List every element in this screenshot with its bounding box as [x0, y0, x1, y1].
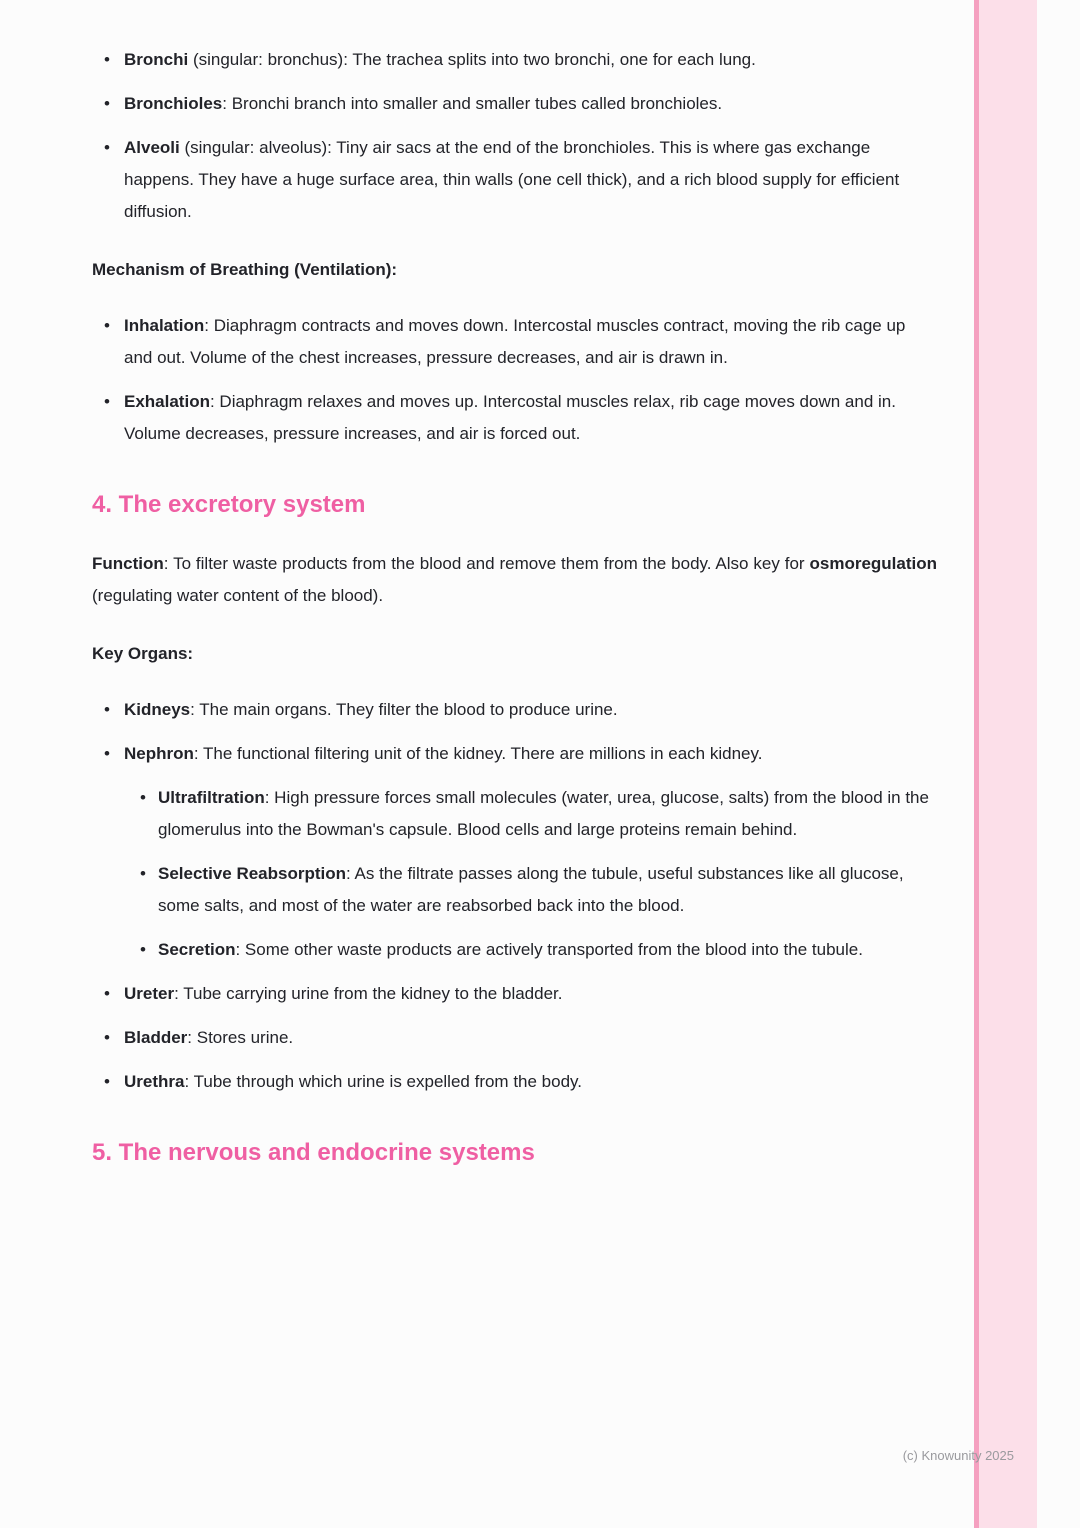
term-description: : Some other waste products are actively transported from the blood into the tubule.	[235, 940, 863, 959]
term-bold: Selective Reabsorption	[158, 864, 347, 883]
term-description: : As the filtrate passes along the tubule, useful substances like all glucose, some salts, and most of the water are reabsorbed back into the blood.	[158, 864, 904, 915]
list-item	[124, 782, 937, 846]
list-item	[92, 738, 937, 966]
section-heading-nervous-endocrine: 5. The nervous and endocrine systems	[92, 1139, 535, 1166]
key-organs-list	[92, 694, 937, 1098]
term-description: : Bronchi branch into smaller and smaller tubes called bronchioles.	[222, 94, 723, 113]
term-description: : Tube carrying urine from the kidney to the bladder.	[174, 984, 563, 1003]
list-item	[92, 44, 937, 76]
term-bold: Exhalation	[124, 392, 210, 411]
page-edge-stripe	[974, 0, 1037, 1528]
term-bold: Ultrafiltration	[158, 788, 265, 807]
list-item	[92, 88, 937, 120]
section-heading-excretory: 4. The excretory system	[92, 491, 366, 518]
list-item	[92, 386, 937, 450]
list-item	[124, 934, 937, 966]
breathing-list	[92, 310, 937, 450]
function-paragraph	[92, 548, 937, 612]
respiratory-structures-list	[92, 44, 937, 228]
term-description: : The functional filtering unit of the kidney. There are millions in each kidney.	[193, 744, 763, 763]
term-bold: Secretion	[158, 940, 236, 959]
term-bold: Ureter	[124, 984, 175, 1003]
term-bold: Function	[92, 554, 164, 573]
term-bold: Bladder	[124, 1028, 188, 1047]
watermark: (c) Knowunity 2025	[902, 1448, 1014, 1463]
term-bold: Urethra	[124, 1072, 185, 1091]
list-item	[92, 694, 937, 726]
breathing-mechanism-heading: Mechanism of Breathing (Ventilation):	[92, 260, 398, 279]
term-bold: Inhalation	[124, 316, 205, 335]
term-description: (singular: alveolus): Tiny air sacs at the end of the bronchioles. This is where gas exchange happens. They have a huge surface area, thin walls (one cell thick), and a rich blood supply for efficient diffusion.	[124, 138, 900, 221]
nephron-sublist	[124, 782, 937, 966]
term-bold: Kidneys	[124, 700, 191, 719]
term-description: : Tube through which urine is expelled from the body.	[184, 1072, 582, 1091]
list-item	[92, 1022, 937, 1054]
list-item	[92, 1066, 937, 1098]
term-bold: Nephron	[124, 744, 194, 763]
list-item	[92, 310, 937, 374]
term-bold: osmoregulation	[809, 554, 937, 573]
term-bold: Alveoli	[124, 138, 180, 157]
paragraph-text: (regulating water content of the blood).	[92, 586, 384, 605]
key-organs-heading: Key Organs:	[92, 644, 194, 663]
list-item	[92, 132, 937, 228]
list-item	[124, 858, 937, 922]
term-description: : High pressure forces small molecules (water, urea, glucose, salts) from the blood in the glomerulus into the Bowman's capsule. Blood cells and large proteins remain behind.	[158, 788, 929, 839]
term-description: : The main organs. They filter the blood to produce urine.	[190, 700, 618, 719]
list-item	[92, 978, 937, 1010]
term-bold: Bronchioles	[124, 94, 223, 113]
term-description: : Diaphragm relaxes and moves up. Intercostal muscles relax, rib cage moves down and in. Volume decreases, pressure increases, and air is forced out.	[124, 392, 896, 443]
term-description: : Diaphragm contracts and moves down. Intercostal muscles contract, moving the rib cage up and out. Volume of the chest increases, pressure decreases, and air is drawn in.	[124, 316, 906, 367]
term-description: : Stores urine.	[187, 1028, 294, 1047]
paragraph-text: : To filter waste products from the blood and remove them from the body. Also key for	[163, 554, 810, 573]
term-bold: Bronchi	[124, 50, 189, 69]
term-description: (singular: bronchus): The trachea splits into two bronchi, one for each lung.	[188, 50, 756, 69]
